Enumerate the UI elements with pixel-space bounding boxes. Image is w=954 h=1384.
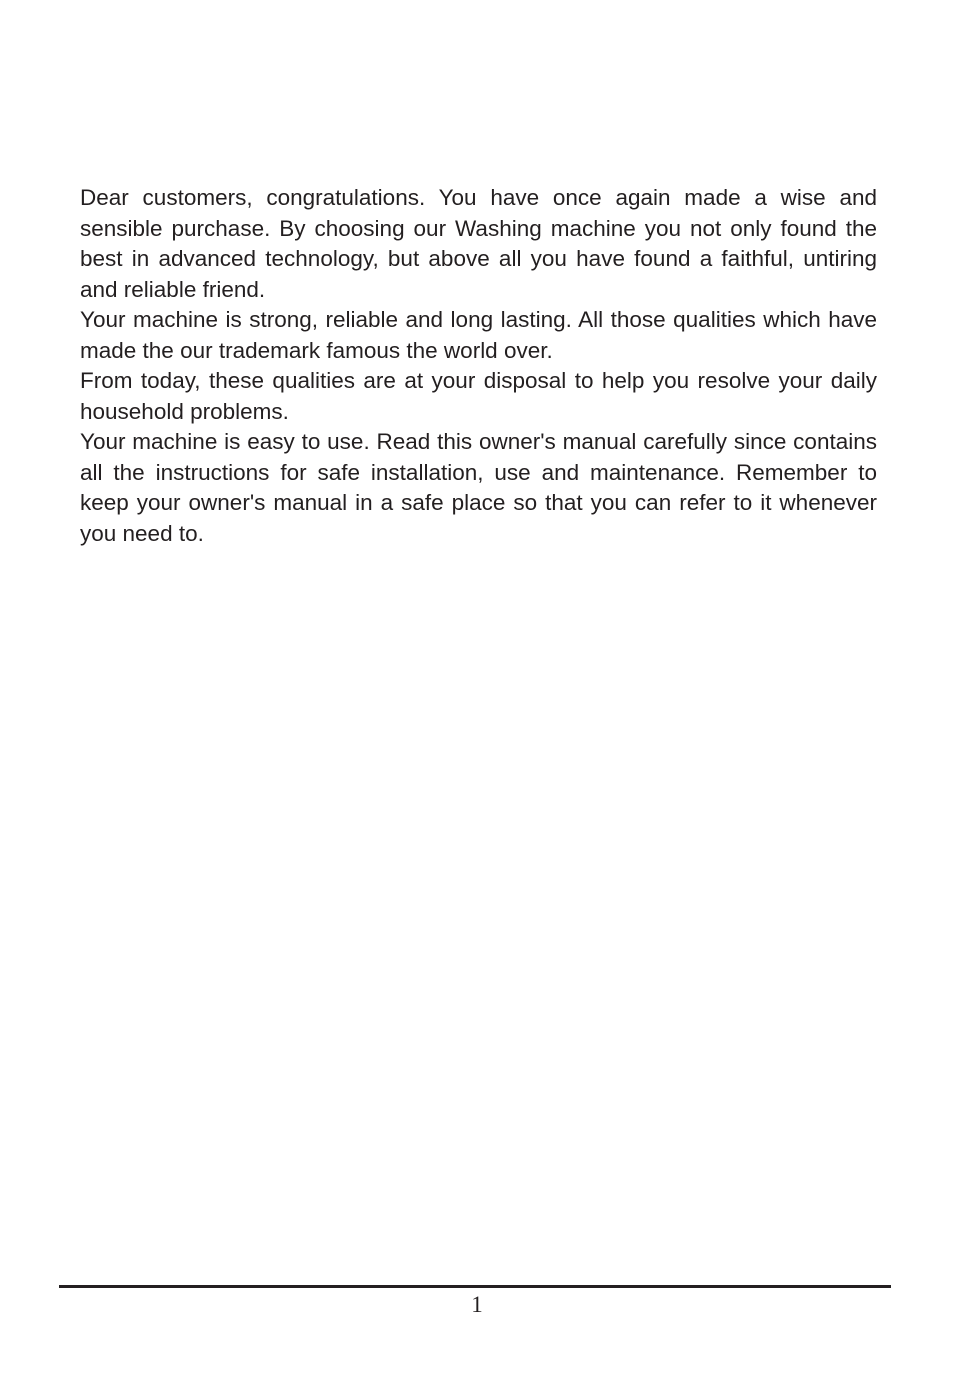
page-number: 1 [471, 1292, 483, 1317]
paragraph-greeting: Dear customers, congratulations. You have once again made a wise and sensible purchase. By choosing our Washing machine you not only found the best in advanced technology, but above all you have found a faithful, untiring and reliable friend. [80, 185, 877, 302]
paragraph-manual: Your machine is easy to use. Read this owner's manual carefully since contains all the instructions for safe installation, use and maintenance. Remember to keep your owner's manual in a safe place so that you can refer to it whenever you need to. [80, 429, 877, 546]
paragraph-quality: Your machine is strong, reliable and long lasting. All those qualities which have made the our trademark famous the world over. [80, 307, 877, 363]
paragraph-disposal: From today, these qualities are at your disposal to help you resolve your daily household problems. [80, 368, 877, 424]
intro-text [80, 183, 877, 549]
footer-divider [59, 1285, 891, 1288]
